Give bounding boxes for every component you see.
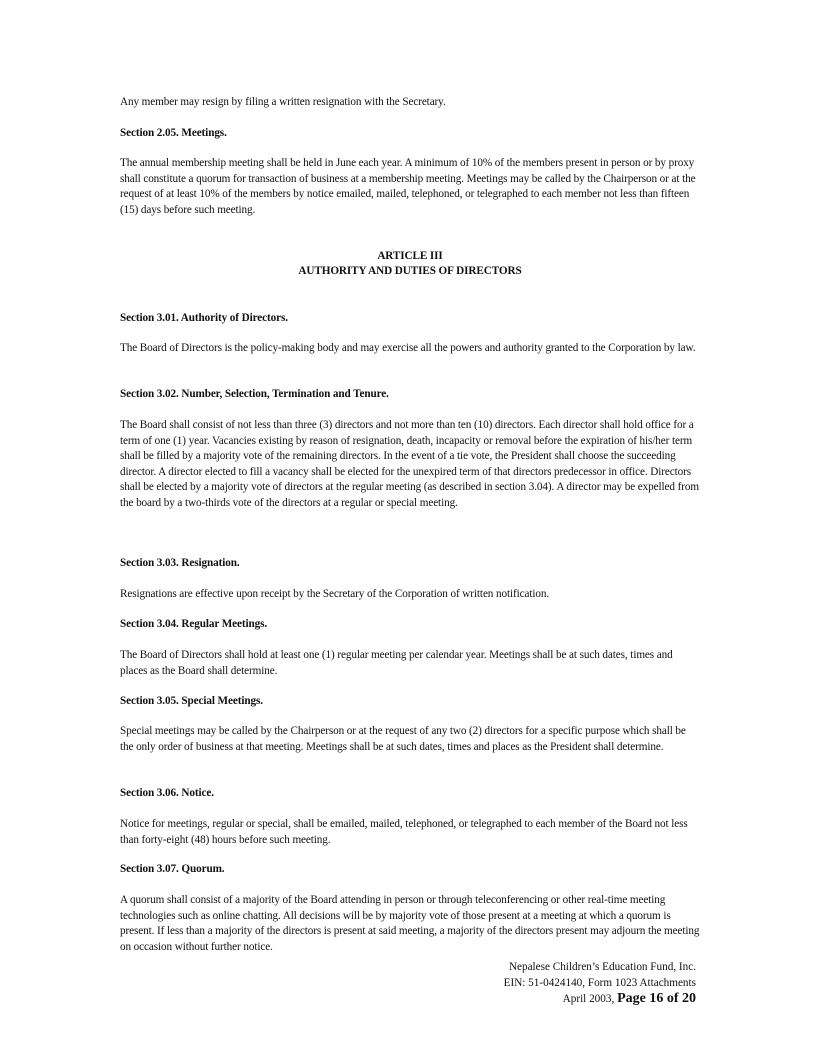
section-3-01-heading: Section 3.01. Authority of Directors. — [120, 312, 288, 324]
section-3-05-heading: Section 3.05. Special Meetings. — [120, 695, 263, 707]
page-footer — [504, 960, 696, 1008]
section-3-03-body: Resignations are effective upon receipt by the Secretary of the Corporation of written notification. — [120, 588, 550, 600]
footer-date: April 2003, — [562, 993, 615, 1005]
section-3-01-body: The Board of Directors is the policy-making body and may exercise all the powers and authority granted to the Corporation by law. — [120, 342, 696, 354]
section-3-05-body: Special meetings may be called by the Chairperson or at the request of any two (2) directors for a specific purpose which shall be the only order of business at that meeting. Meetings shall be at such dates, times and places as the President shall determine. — [120, 725, 686, 753]
footer-page-line — [504, 991, 696, 1008]
section-2-05-body: The annual membership meeting shall be held in June each year. A minimum of 10% of the members present in person or by proxy shall constitute a quorum for transaction of business at a membership meeting. Meetings may be called by the Chairperson or at the request of at least 10% of the members by notice emailed, mailed, telephoned, or telegraphed to each member not less than fifteen (15) days before such meeting. — [120, 157, 696, 216]
section-3-06-heading: Section 3.06. Notice. — [120, 787, 214, 799]
section-3-07-body: A quorum shall consist of a majority of the Board attending in person or through teleconferencing or other real-time meeting technologies such as online chatting. All decisions will be by majority vote of those present at a meeting at which a quorum is present. If less than a majority of the directors is present at said meeting, a majority of the directors present may adjourn the meeting on occasion without further notice. — [120, 894, 700, 953]
section-3-04-body: The Board of Directors shall hold at least one (1) regular meeting per calendar year. Meetings shall be at such dates, times and places as the Board shall determine. — [120, 649, 673, 677]
section-3-04-heading: Section 3.04. Regular Meetings. — [120, 618, 268, 630]
footer-page-number: Page 16 of 20 — [617, 991, 696, 1006]
section-2-05-heading: Section 2.05. Meetings. — [120, 127, 227, 139]
section-3-02-heading: Section 3.02. Number, Selection, Termination and Tenure. — [120, 388, 389, 400]
section-3-07-heading: Section 3.07. Quorum. — [120, 863, 225, 875]
footer-ein: EIN: 51-0424140, Form 1023 Attachments — [503, 976, 696, 989]
article-title: AUTHORITY AND DUTIES OF DIRECTORS — [298, 265, 522, 277]
article-number: ARTICLE III — [377, 250, 443, 262]
section-3-03-heading: Section 3.03. Resignation. — [120, 557, 240, 569]
section-3-02-body: The Board shall consist of not less than three (3) directors and not more than ten (10) directors. Each director shall hold office for a term of one (1) year. Vacancies existing by reason of resignation, death, incapacity or removal before the expiration of his/her term shall be filled by a majority vote of the remaining directors. In the event of a tie vote, the President shall choose the succeeding director. A director elected to fill a vacancy shall be elected for the unexpired term of that directors predecessor in office. Directors shall be elected by a majority vote of directors at the regular meeting (as described in section 3.04). A director may be expelled from the board by a two-thirds vote of the directors at a regular or special meeting. — [120, 419, 699, 509]
intro-paragraph: Any member may resign by filing a written resignation with the Secretary. — [120, 96, 446, 108]
footer-org: Nepalese Children’s Education Fund, Inc. — [508, 961, 696, 973]
section-3-06-body: Notice for meetings, regular or special, shall be emailed, mailed, telephoned, or telegraphed to each member of the Board not less than forty-eight (48) hours before such meeting. — [120, 818, 688, 846]
